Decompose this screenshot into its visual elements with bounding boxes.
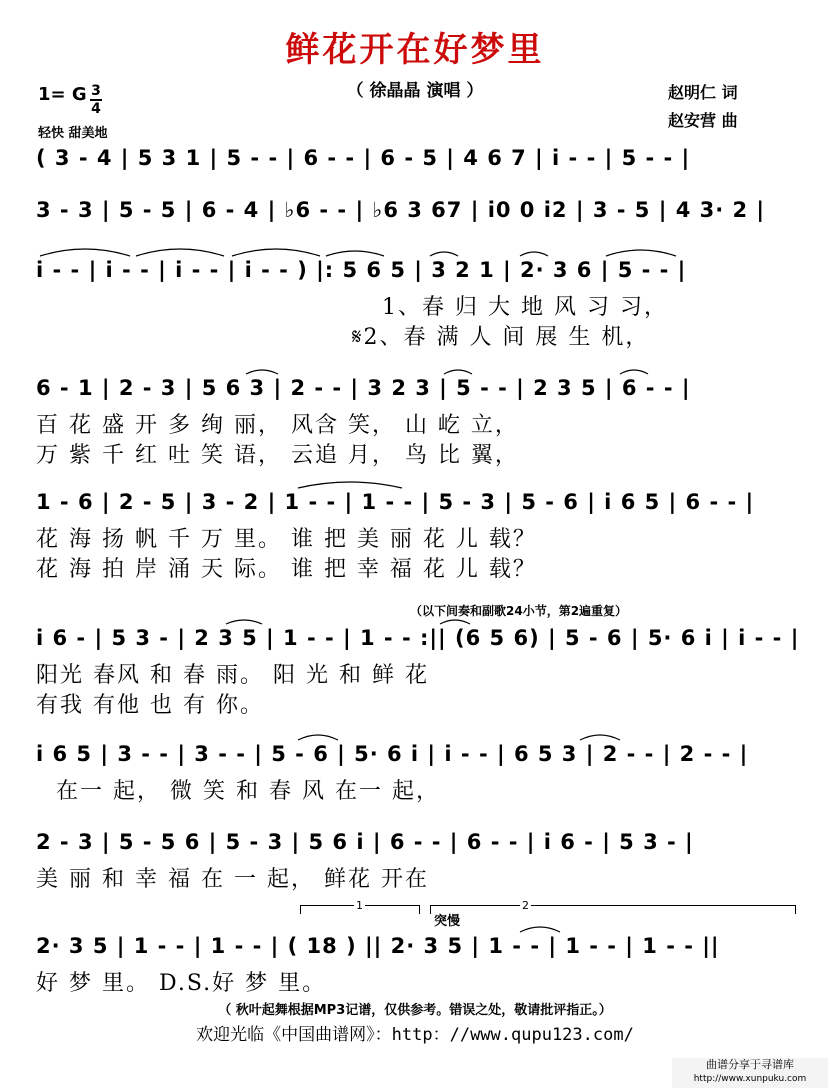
slur-arc	[440, 620, 470, 624]
score-row-9: 2· 3 5 | 1 - - | 1 - - | ( 18 ) || 2· 3 5 | 1 - - | 1 - - | 1 - - ||	[36, 934, 720, 958]
score-row-5: 1 - 6 | 2 - 5 | 3 - 2 | 1 - - | 1 - - | 5 - 3 | 5 - 6 | i 6 5 | 6 - - |	[36, 490, 755, 514]
slur-arc	[520, 927, 560, 932]
meter-bottom: 4	[91, 101, 101, 117]
meter-top: 3	[91, 83, 101, 99]
key-signature: 1= G	[38, 84, 87, 105]
lyric-row-5-verse-1: 花 海 扬 帆 千 万 里。 谁 把 美 丽 花 儿 载？	[36, 527, 537, 552]
tie-arc	[40, 249, 130, 256]
lyric-row-6-verse-2: 有我 有他 也 有 你。	[36, 693, 264, 718]
song-title: 鲜花开在好梦里	[285, 30, 545, 70]
lyric-row-9: 好 梦 里。 D.S.好 梦 里。	[36, 971, 327, 996]
lyricist-credit: 赵明仁 词	[668, 83, 738, 102]
lyric-row-3-verse-1: 1、春 归 大 地 风 习 习，	[382, 295, 668, 320]
tie-arc	[326, 251, 384, 256]
lyric-row-4-verse-2: 万 紫 千 红 吐 笑 语， 云追 月， 鸟 比 翼，	[36, 443, 519, 468]
slur-arc	[246, 370, 278, 374]
lyric-row-4-verse-1: 百 花 盛 开 多 绚 丽， 风含 笑， 山 屹 立，	[36, 413, 519, 438]
tie-arc	[298, 482, 402, 488]
score-row-6: i 6 - | 5 3 - | 2 3 5 | 1 - - | 1 - - :|| (6 5 6) | 5 - 6 | 5· 6 i | i - - |	[36, 626, 800, 650]
slur-arc	[620, 370, 648, 374]
composer-credit: 赵安营 曲	[668, 111, 738, 130]
time-signature	[90, 84, 102, 116]
watermark-line-2: http://www.xunpuku.com	[693, 1074, 807, 1084]
tie-arc	[136, 249, 224, 256]
slur-arc	[520, 252, 548, 256]
site-welcome[interactable]: 欢迎光临《中国曲谱网》：http：//www.qupu123.com/	[196, 1025, 634, 1045]
slur-arc	[430, 252, 458, 256]
tempo-marking: 轻快 甜美地	[38, 126, 108, 141]
slur-arc	[606, 250, 676, 256]
slur-arc	[298, 735, 338, 740]
lyric-row-5-verse-2: 花 海 拍 岸 涌 天 际。 谁 把 幸 福 花 儿 载？	[36, 557, 537, 582]
score-row-2: 3 - 3 | 5 - 5 | 6 - 4 | ♭6 - - | ♭6 3 67 | i0 0 i2 | 3 - 5 | 4 3· 2 |	[36, 198, 766, 222]
tie-arc	[232, 249, 320, 256]
slur-arc	[580, 735, 620, 740]
performer-subtitle: （ 徐晶晶 演唱 ）	[346, 81, 484, 101]
lyric-row-8: 美 丽 和 幸 福 在 一 起， 鲜花 开在	[36, 867, 429, 892]
score-row-1: ( 3 - 4 | 5 3 1 | 5 - - | 6 - - | 6 - 5 | 4 6 7 | i - - | 5 - - |	[36, 146, 691, 170]
lyric-row-6-verse-1: 阳光 春风 和 春 雨。 阳 光 和 鲜 花	[36, 663, 429, 688]
slur-arc	[444, 370, 472, 374]
slur-arc	[226, 620, 262, 624]
ritardando-mark: 突慢	[434, 914, 461, 929]
lyric-row-3-verse-2: 𝄋2、春 满 人 间 展 生 机，	[352, 325, 650, 350]
volta-first-label: 1	[356, 899, 363, 912]
lyric-row-7: 在一 起， 微 笑 和 春 风 在一 起，	[56, 779, 440, 804]
transcription-footnote: （ 秋叶起舞根据MP3记谱，仅供参考。错误之处，敬请批评指正。）	[218, 1003, 612, 1018]
volta-bracket-second	[430, 905, 796, 914]
score-row-7: i 6 5 | 3 - - | 3 - - | 5 - 6 | 5· 6 i | i - - | 6 5 3 | 2 - - | 2 - - |	[36, 742, 749, 766]
score-row-4: 6 - 1 | 2 - 3 | 5 6 3 | 2 - - | 3 2 3 | 5 - - | 2 3 5 | 6 - - |	[36, 376, 691, 400]
score-row-3: i - - | i - - | i - - | i - - ) |: 5 6 5 | 3 2 1 | 2· 3 6 | 5 - - |	[36, 258, 687, 282]
interlude-note: （以下间奏和副歌24小节，第2遍重复）	[410, 604, 628, 618]
watermark-badge	[672, 1058, 828, 1088]
score-row-8: 2 - 3 | 5 - 5 6 | 5 - 3 | 5 6 i | 6 - - | 6 - - | i 6 - | 5 3 - |	[36, 830, 694, 854]
volta-second-label: 2	[522, 899, 529, 912]
watermark-line-1: 曲谱分享于寻谱库	[706, 1058, 794, 1071]
